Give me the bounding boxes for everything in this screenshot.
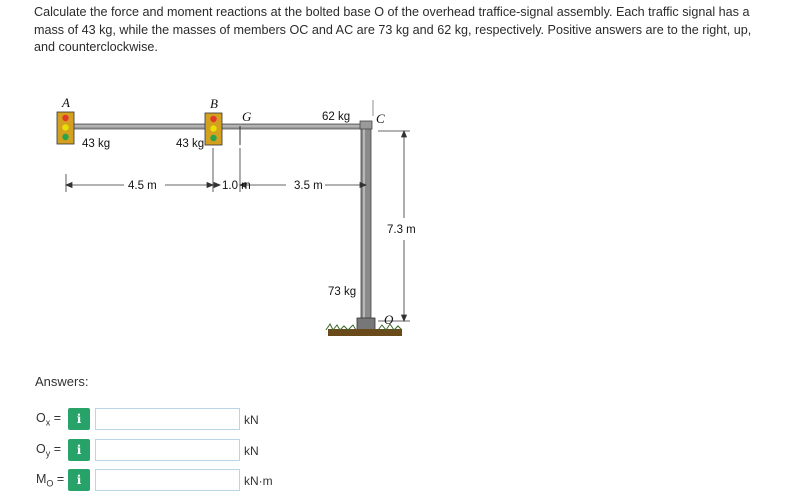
label-point-g: G bbox=[242, 109, 252, 124]
label-point-c: C bbox=[376, 111, 385, 126]
label-dim-1: 4.5 m bbox=[128, 180, 157, 192]
pole-oc bbox=[357, 126, 375, 330]
label-mass-signal-a: 43 kg bbox=[82, 138, 111, 150]
c-joint bbox=[360, 121, 372, 129]
answer-row-oy bbox=[36, 438, 240, 462]
answer-label-mo: $M_O$ = bbox=[36, 471, 65, 489]
answer-label-ox: $O_x$ = bbox=[36, 410, 62, 428]
label-mass-oc: 73 kg bbox=[328, 286, 357, 298]
question-text: Calculate the force and moment reactions at the bolted base O of the overhead traffice-signal assembly. Each traffic signal has a mass of 43 kg, while the masses of members OC and AC are 73 kg and 62 kg, respectively. Positive answers are to the right, up, and counterclockwise. bbox=[34, 5, 752, 54]
label-dim-2: 1.0 m bbox=[222, 180, 251, 192]
traffic-signal-a bbox=[57, 112, 74, 144]
answer-row-ox bbox=[36, 407, 240, 431]
answer-input-ox[interactable] bbox=[95, 408, 240, 430]
traffic-signal-b bbox=[205, 113, 222, 145]
label-mass-signal-b: 43 kg bbox=[176, 138, 205, 150]
info-icon[interactable]: i bbox=[68, 469, 90, 491]
label-point-o: O bbox=[384, 312, 394, 327]
answer-unit-ox: kN bbox=[244, 413, 259, 427]
label-point-b: B bbox=[210, 96, 218, 111]
answer-unit-oy: kN bbox=[244, 444, 259, 458]
label-point-a: A bbox=[62, 95, 70, 110]
answer-input-mo[interactable] bbox=[95, 469, 240, 491]
answer-row-mo bbox=[36, 468, 240, 492]
answer-input-oy[interactable] bbox=[95, 439, 240, 461]
label-dim-3: 3.5 m bbox=[294, 180, 323, 192]
label-dim-height: 7.3 m bbox=[387, 224, 416, 236]
info-icon[interactable]: i bbox=[68, 439, 90, 461]
label-mass-ac: 62 kg bbox=[322, 111, 351, 123]
info-icon[interactable]: i bbox=[68, 408, 90, 430]
dimension-lines bbox=[66, 131, 410, 321]
answers-heading: Answers: bbox=[35, 374, 89, 389]
answer-label-oy: $O_y$ = bbox=[36, 441, 62, 459]
answer-unit-mo: kN·m bbox=[244, 474, 273, 488]
